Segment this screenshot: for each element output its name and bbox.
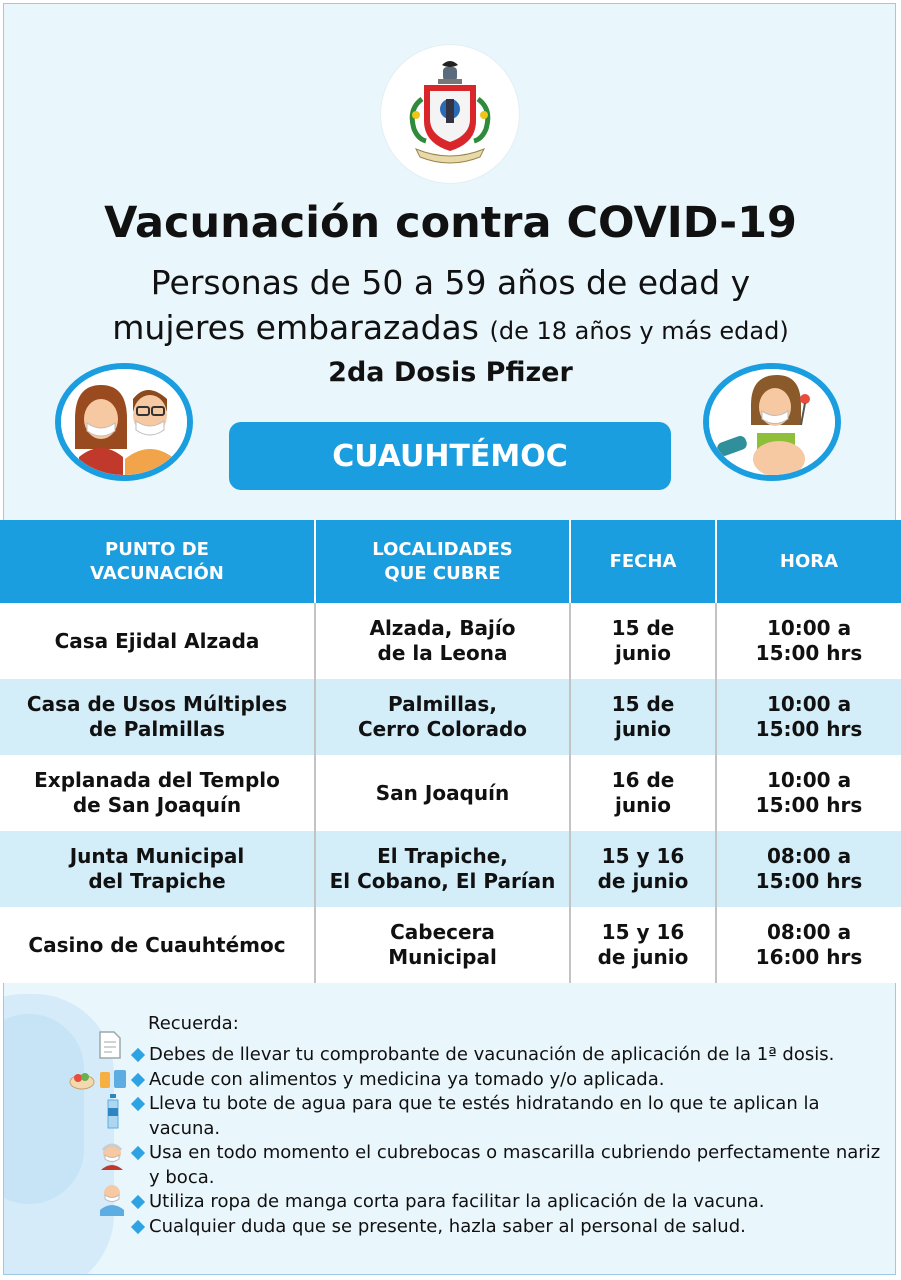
water-bottle-icon [104, 1094, 122, 1130]
header-hora: HORA [716, 520, 901, 603]
table-row [0, 831, 901, 907]
subtitle-note: (de 18 años y más edad) [489, 317, 789, 345]
header-punto: PUNTO DE VACUNACIÓN [0, 520, 315, 603]
background-shape [3, 1014, 84, 1204]
bullet-diamond-icon [131, 1048, 145, 1062]
food-and-medicine-icon [68, 1066, 130, 1092]
header-localidades: LOCALIDADES QUE CUBRE [315, 520, 570, 603]
municipality-label: CUAUHTÉMOC [229, 422, 671, 490]
bullet-diamond-icon [131, 1097, 145, 1111]
cell-hora: 10:00 a 15:00 hrs [716, 755, 901, 831]
reminders-list [131, 1043, 881, 1239]
subtitle-line2 [0, 308, 901, 347]
cell-localidades: Cabecera Municipal [315, 907, 570, 983]
table-row [0, 755, 901, 831]
list-item: Cualquier duda que se presente, hazla saber al personal de salud. [131, 1215, 881, 1240]
municipal-coat-of-arms-icon [402, 59, 498, 169]
cell-localidades: Palmillas, Cerro Colorado [315, 679, 570, 755]
list-item: Debes de llevar tu comprobante de vacunación de aplicación de la 1ª dosis. [131, 1043, 881, 1068]
dose-label: 2da Dosis Pfizer [328, 357, 573, 388]
table-header-row [0, 520, 901, 603]
cell-fecha: 15 y 16 de junio [570, 907, 716, 983]
list-item: Lleva tu bote de agua para que te estés hidratando en lo que te aplican la vacuna. [131, 1092, 881, 1141]
cell-punto: Casa de Usos Múltiples de Palmillas [26, 692, 288, 741]
cell-punto: Casino de Cuauhtémoc [28, 932, 286, 957]
cell-fecha: 15 de junio [570, 603, 716, 679]
masked-couple-icon [61, 369, 187, 475]
cell-hora: 10:00 a 15:00 hrs [716, 679, 901, 755]
bullet-diamond-icon [131, 1072, 145, 1086]
cell-fecha: 16 de junio [570, 755, 716, 831]
couple-avatar [55, 363, 193, 481]
cell-fecha: 15 y 16 de junio [570, 831, 716, 907]
pregnant-woman-icon [709, 369, 835, 475]
pregnant-woman-avatar [703, 363, 841, 481]
list-item: Utiliza ropa de manga corta para facilitar la aplicación de la vacuna. [131, 1190, 881, 1215]
list-item: Usa en todo momento el cubrebocas o mascarilla cubriendo perfectamente nariz y boca. [131, 1141, 881, 1190]
table-row [0, 907, 901, 983]
reminders-title: Recuerda: [148, 1013, 239, 1034]
bullet-diamond-icon [131, 1146, 145, 1160]
cell-localidades: Alzada, Bajío de la Leona [315, 603, 570, 679]
cell-hora: 08:00 a 16:00 hrs [716, 907, 901, 983]
cell-localidades: El Trapiche, El Cobano, El Parían [315, 831, 570, 907]
cell-punto: Junta Municipal del Trapiche [69, 844, 245, 893]
short-sleeve-person-icon [98, 1184, 126, 1216]
subtitle-main: mujeres embarazadas [112, 308, 479, 347]
subtitle-line1: Personas de 50 a 59 años de edad y [150, 263, 751, 302]
document-icon [98, 1030, 122, 1060]
cell-hora: 08:00 a 15:00 hrs [716, 831, 901, 907]
bullet-diamond-icon [131, 1219, 145, 1233]
page-title: Vacunación contra COVID-19 [104, 198, 797, 248]
header-fecha: FECHA [570, 520, 716, 603]
cell-fecha: 15 de junio [570, 679, 716, 755]
masked-elder-icon [98, 1142, 126, 1170]
table-row [0, 679, 901, 755]
table-row [0, 603, 901, 679]
municipal-seal [381, 45, 519, 183]
cell-punto: Explanada del Templo de San Joaquín [34, 768, 280, 817]
cell-punto: Casa Ejidal Alzada [54, 628, 260, 653]
list-item: Acude con alimentos y medicina ya tomado y/o aplicada. [131, 1068, 881, 1093]
cell-hora: 10:00 a 15:00 hrs [716, 603, 901, 679]
cell-localidades: San Joaquín [315, 755, 570, 831]
vaccination-schedule-table [0, 520, 901, 983]
bullet-diamond-icon [131, 1195, 145, 1209]
